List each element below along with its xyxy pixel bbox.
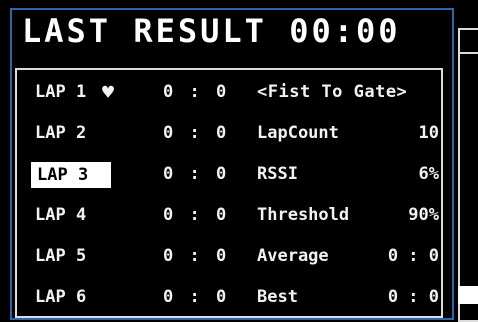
lap-row-5[interactable] — [17, 240, 441, 272]
side-panel — [458, 28, 478, 322]
lap-time: 0 : 0 — [163, 82, 230, 102]
lap-label: LAP 6 — [35, 287, 87, 307]
lap-time: 0 : 0 — [163, 246, 230, 266]
mode-label: <Fist To Gate> — [257, 82, 408, 102]
side-panel-header — [458, 28, 478, 54]
stat-value-rssi: 6% — [418, 164, 439, 184]
stat-value-threshold: 90% — [408, 205, 439, 225]
stat-label-threshold: Threshold — [257, 205, 350, 225]
lap-row-3[interactable] — [17, 158, 441, 190]
results-panel — [15, 68, 443, 318]
stat-value-best: 0 : 0 — [387, 287, 439, 307]
lap-row-1[interactable] — [17, 76, 441, 108]
lap-label: LAP 4 — [35, 205, 87, 225]
stat-label-rssi: RSSI — [257, 164, 298, 184]
side-panel-indicator — [458, 286, 478, 304]
lap-label: LAP 2 — [35, 123, 87, 143]
lap-row-2[interactable] — [17, 117, 441, 149]
stat-label-average: Average — [257, 246, 329, 266]
stat-value-average: 0 : 0 — [387, 246, 439, 266]
page-title: LAST RESULT 00:00 — [22, 12, 401, 50]
lap-row-4[interactable] — [17, 199, 441, 231]
lap-label-selected[interactable]: LAP 3 — [31, 162, 111, 188]
lap-time: 0 : 0 — [163, 164, 230, 184]
lap-time: 0 : 0 — [163, 205, 230, 225]
heart-icon: ♥ — [102, 80, 115, 104]
lap-label: LAP 1 — [35, 82, 87, 102]
stat-label-lapcount: LapCount — [257, 123, 339, 143]
lap-time: 0 : 0 — [163, 123, 230, 143]
lap-time: 0 : 0 — [163, 287, 230, 307]
stat-label-best: Best — [257, 287, 298, 307]
stat-value-lapcount: 10 — [418, 123, 439, 143]
lap-label: LAP 5 — [35, 246, 87, 266]
lap-row-6[interactable] — [17, 281, 441, 313]
